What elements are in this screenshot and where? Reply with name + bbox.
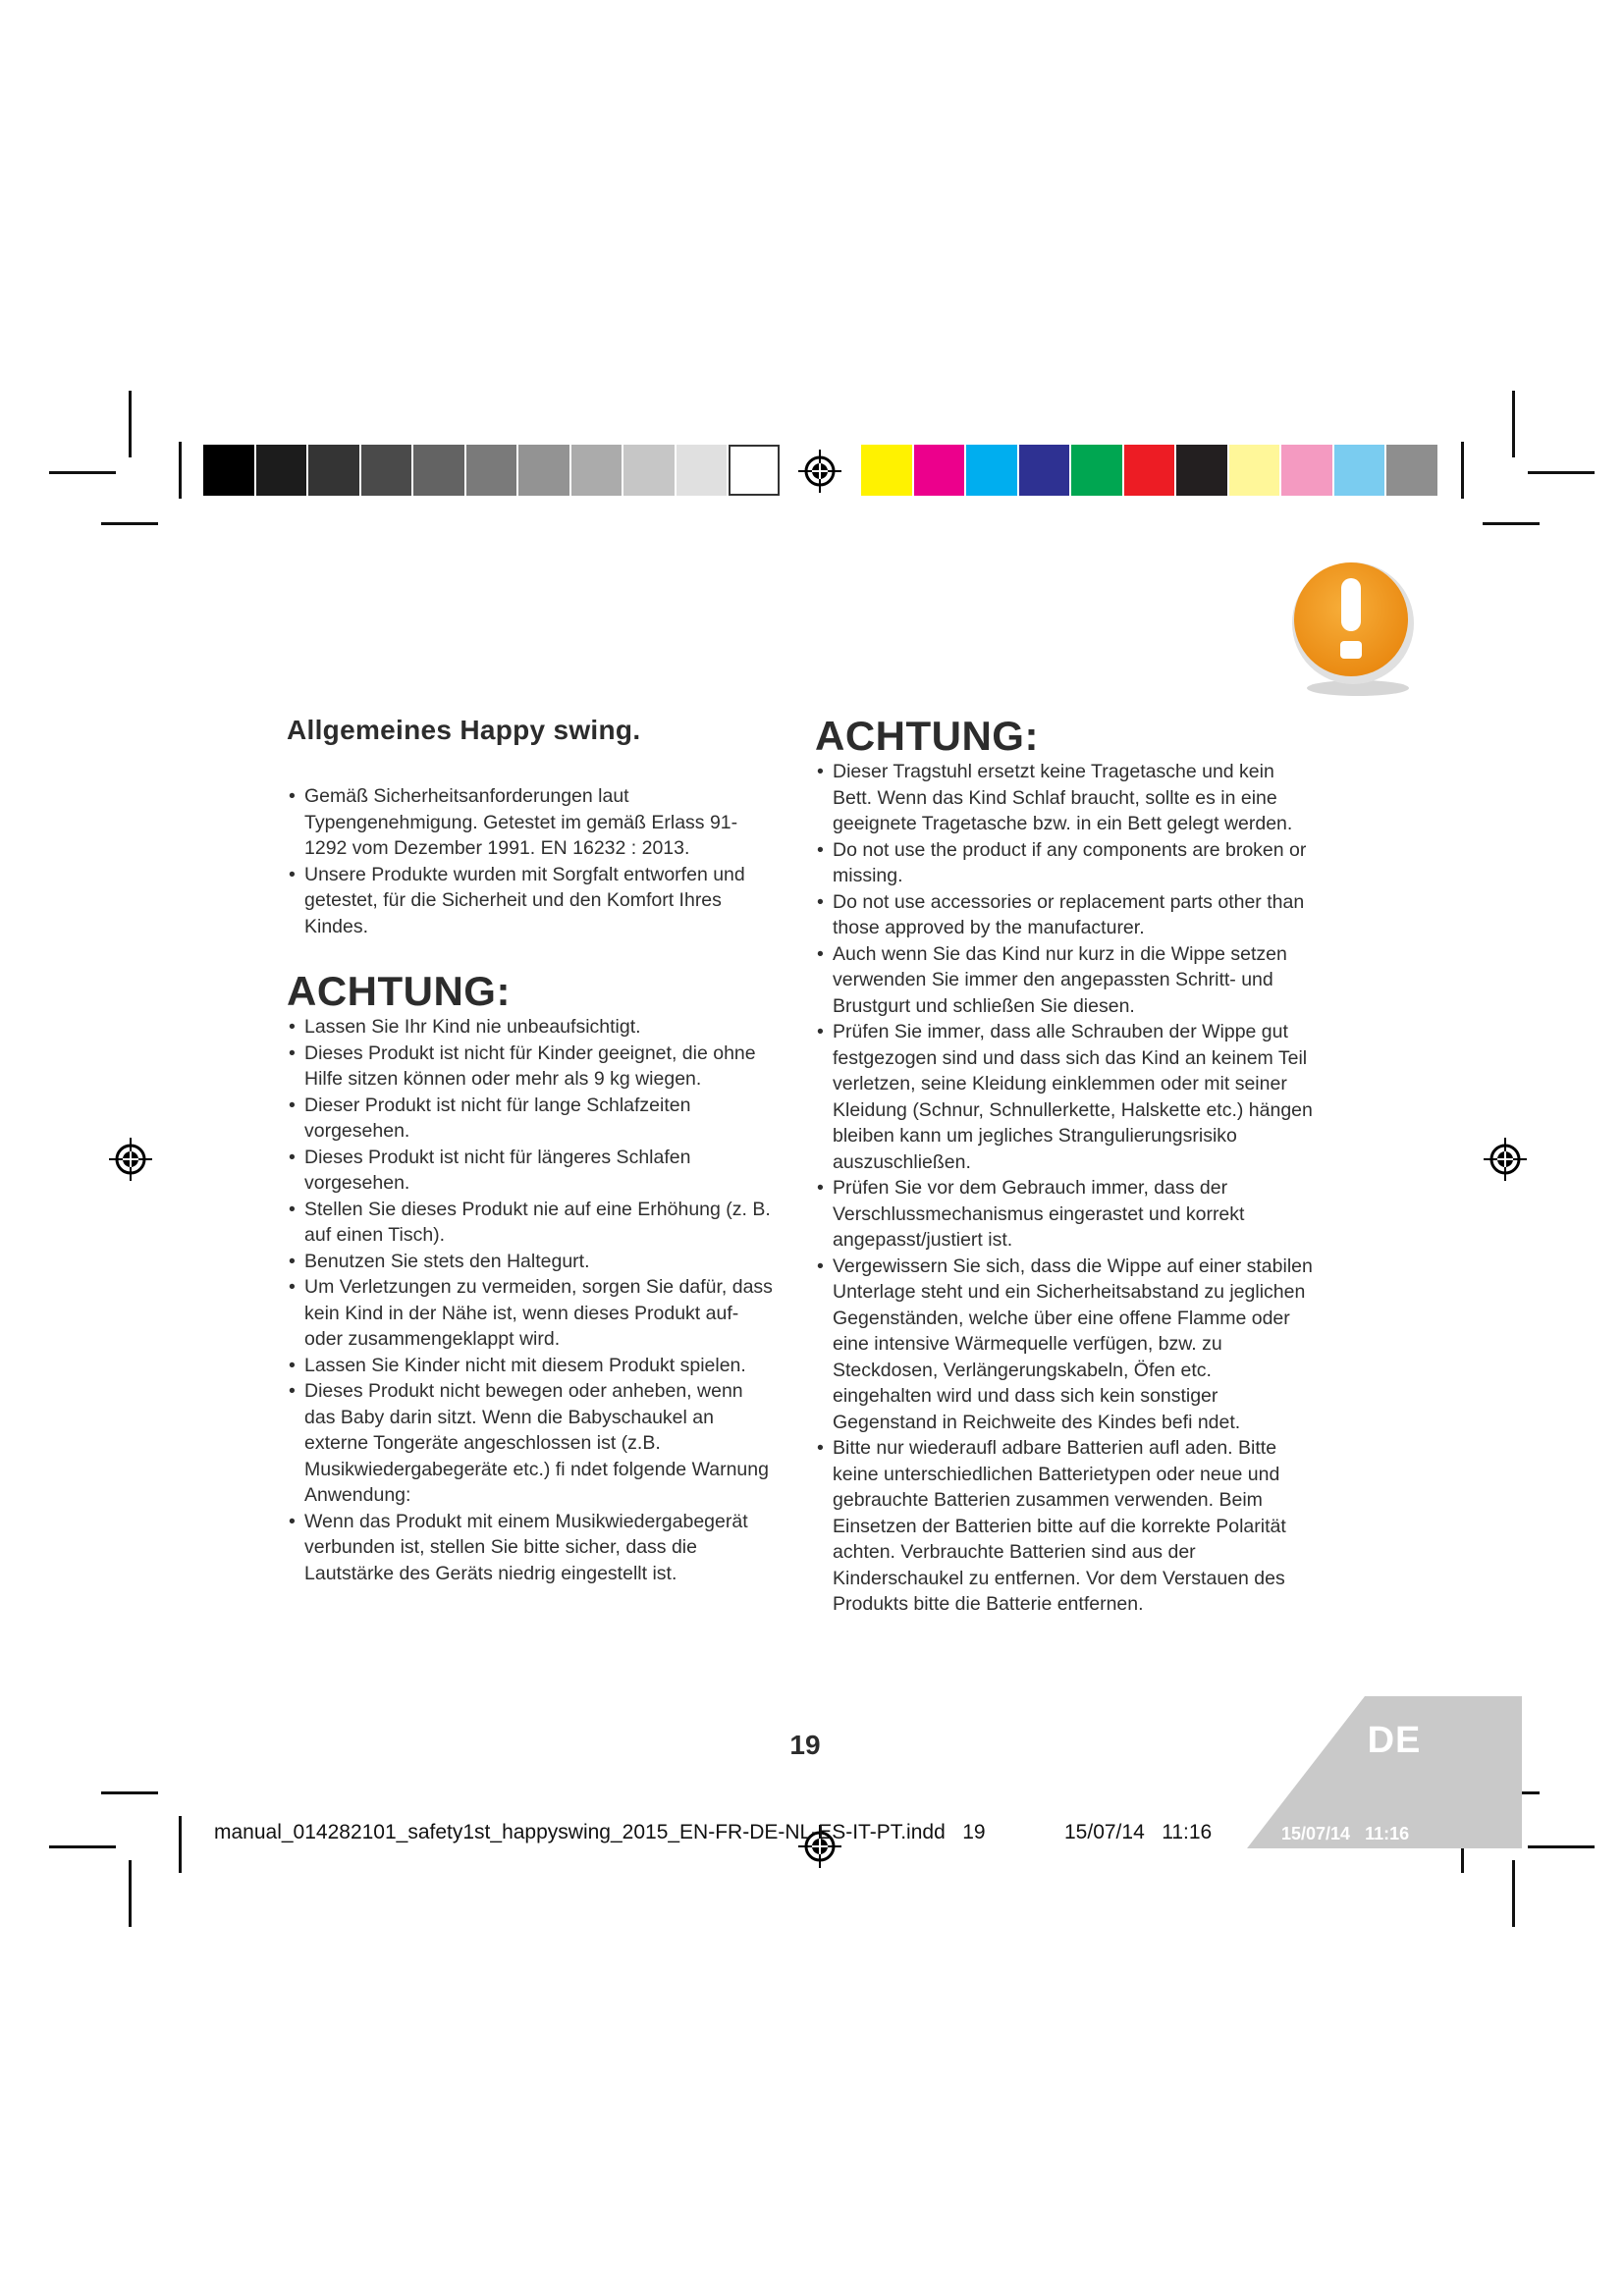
list-item: • Prüfen Sie immer, dass alle Schrauben der Wippe gut festgezogen sind und dass sich das Kind an keinem Teil verletzen, seine Kleidung einklemmen oder mit seiner Kleidung (Schnur, Schnullerkette, Halskette etc.) hängen bleiben kann um jegliches Strangulierungsrisiko auszuschließen.: [815, 1019, 1316, 1175]
color-swatch: [571, 445, 623, 496]
list-item: • Stellen Sie dieses Produkt nie auf eine Erhöhung (z. B. auf einen Tisch).: [287, 1197, 778, 1249]
slug-date: 15/07/14 11:16: [1064, 1821, 1213, 1843]
list-item: • Lassen Sie Ihr Kind nie unbeaufsichtigt.: [287, 1014, 778, 1041]
list-item: • Bitte nur wiederaufl adbare Batterien aufl aden. Bitte keine unterschiedlichen Batterietypen oder neue und gebrauchte Batterien zusammen verwenden. Beim Einsetzen der Batterien bitte auf die korrekte Polarität achten. Verbrauchte Batterien sind aus der Kinderschaukel zu entfernen. Vor dem Verstauen des Produkts bitte die Batterie entfernen.: [815, 1435, 1316, 1618]
color-swatch: [203, 445, 254, 496]
right-column: [815, 714, 1316, 1618]
registration-mark-icon: [107, 1136, 154, 1183]
color-swatch: [623, 445, 675, 496]
list-item: • Gemäß Sicherheitsanforderungen laut Typengenehmigung. Getestet im gemäß Erlass 91-1292 vom Dezember 1991. EN 16232 : 2013.: [287, 783, 778, 862]
list-item: • Dieses Produkt ist nicht für längeres Schlafen vorgesehen.: [287, 1145, 778, 1197]
color-swatch: [1229, 445, 1280, 496]
color-swatch: [256, 445, 307, 496]
color-swatch: [1386, 445, 1437, 496]
list-item: • Dieser Produkt ist nicht für lange Schlafzeiten vorgesehen.: [287, 1093, 778, 1145]
language-code: DE: [1367, 1720, 1422, 1761]
color-swatch: [413, 445, 464, 496]
list-item: • Prüfen Sie vor dem Gebrauch immer, dass der Verschlussmechanismus eingerastet und korrekt angepasst/justiert ist.: [815, 1175, 1316, 1254]
color-swatch: [1281, 445, 1332, 496]
list-item: • Unsere Produkte wurden mit Sorgfalt entworfen und getestet, für die Sicherheit und den Komfort Ihres Kindes.: [287, 862, 778, 940]
list-item: • Um Verletzungen zu vermeiden, sorgen Sie dafür, dass kein Kind in der Nähe ist, wenn dieses Produkt auf- oder zusammengeklappt wird.: [287, 1274, 778, 1353]
registration-mark-icon: [1482, 1136, 1529, 1183]
color-swatch: [1124, 445, 1175, 496]
color-swatch: [861, 445, 912, 496]
color-swatch: [1176, 445, 1227, 496]
list-item: • Do not use the product if any components are broken or missing.: [815, 837, 1316, 889]
list-item: • Benutzen Sie stets den Haltegurt.: [287, 1249, 778, 1275]
slug-filename: manual_014282101_safety1st_happyswing_2015_EN-FR-DE-NL-ES-IT-PT.indd 19: [214, 1821, 986, 1843]
warning-heading: ACHTUNG:: [815, 713, 1039, 759]
exclamation-warning-icon: [1276, 555, 1434, 712]
list-item: • Lassen Sie Kinder nicht mit diesem Produkt spielen.: [287, 1353, 778, 1379]
list-item: • Do not use accessories or replacement parts other than those approved by the manufacturer.: [815, 889, 1316, 941]
list-item: • Auch wenn Sie das Kind nur kurz in die Wippe setzen verwenden Sie immer den angepassten Schritt- und Brustgurt und schließen Sie diesen.: [815, 941, 1316, 1020]
warning-list: [815, 759, 1316, 1618]
intro-list: [287, 783, 778, 939]
page-number: 19: [789, 1730, 821, 1760]
color-swatch: [361, 445, 412, 496]
left-column: [287, 715, 778, 1586]
warning-list: [287, 1014, 778, 1586]
registration-mark-icon: [796, 448, 843, 495]
color-swatch: [308, 445, 359, 496]
list-item: • Vergewissern Sie sich, dass die Wippe auf einer stabilen Unterlage steht und ein Sicherheitsabstand zu jeglichen Gegenständen, welche über eine offene Flamme oder eine intensive Wärmequelle verfügen, bzw. zu Steckdosen, Verlängerungskabeln, Öfen etc. eingehalten wird und dass sich kein sonstiger Gegenstand in Reichweite des Kindes befi ndet.: [815, 1254, 1316, 1436]
color-swatch: [729, 445, 780, 496]
color-swatch: [1334, 445, 1385, 496]
list-item: • Dieser Tragstuhl ersetzt keine Tragetasche und kein Bett. Wenn das Kind Schlaf braucht, sollte es in eine geeignete Tragetasche bzw. in ein Bett gelegt werden.: [815, 759, 1316, 837]
ghost-date: 15/07/14 11:16: [1281, 1824, 1410, 1843]
color-swatch: [966, 445, 1017, 496]
list-item: • Dieses Produkt ist nicht für Kinder geeignet, die ohne Hilfe sitzen können oder mehr als 9 kg wiegen.: [287, 1041, 778, 1093]
list-item: • Dieses Produkt nicht bewegen oder anheben, wenn das Baby darin sitzt. Wenn die Babyschaukel an externe Tongeräte angeschlossen ist (z.B. Musikwiedergabegeräte etc.) fi ndet folgende Warnung Anwendung:: [287, 1378, 778, 1509]
color-swatch: [518, 445, 569, 496]
color-swatch: [1019, 445, 1070, 496]
color-swatch: [914, 445, 965, 496]
list-item: • Wenn das Produkt mit einem Musikwiedergabegerät verbunden ist, stellen Sie bitte sicher, dass die Lautstärke des Geräts niedrig eingestellt ist.: [287, 1509, 778, 1587]
section-heading: Allgemeines Happy swing.: [287, 715, 641, 745]
warning-heading: ACHTUNG:: [287, 968, 511, 1014]
color-swatch: [677, 445, 728, 496]
color-swatch: [1071, 445, 1122, 496]
color-swatch: [466, 445, 517, 496]
